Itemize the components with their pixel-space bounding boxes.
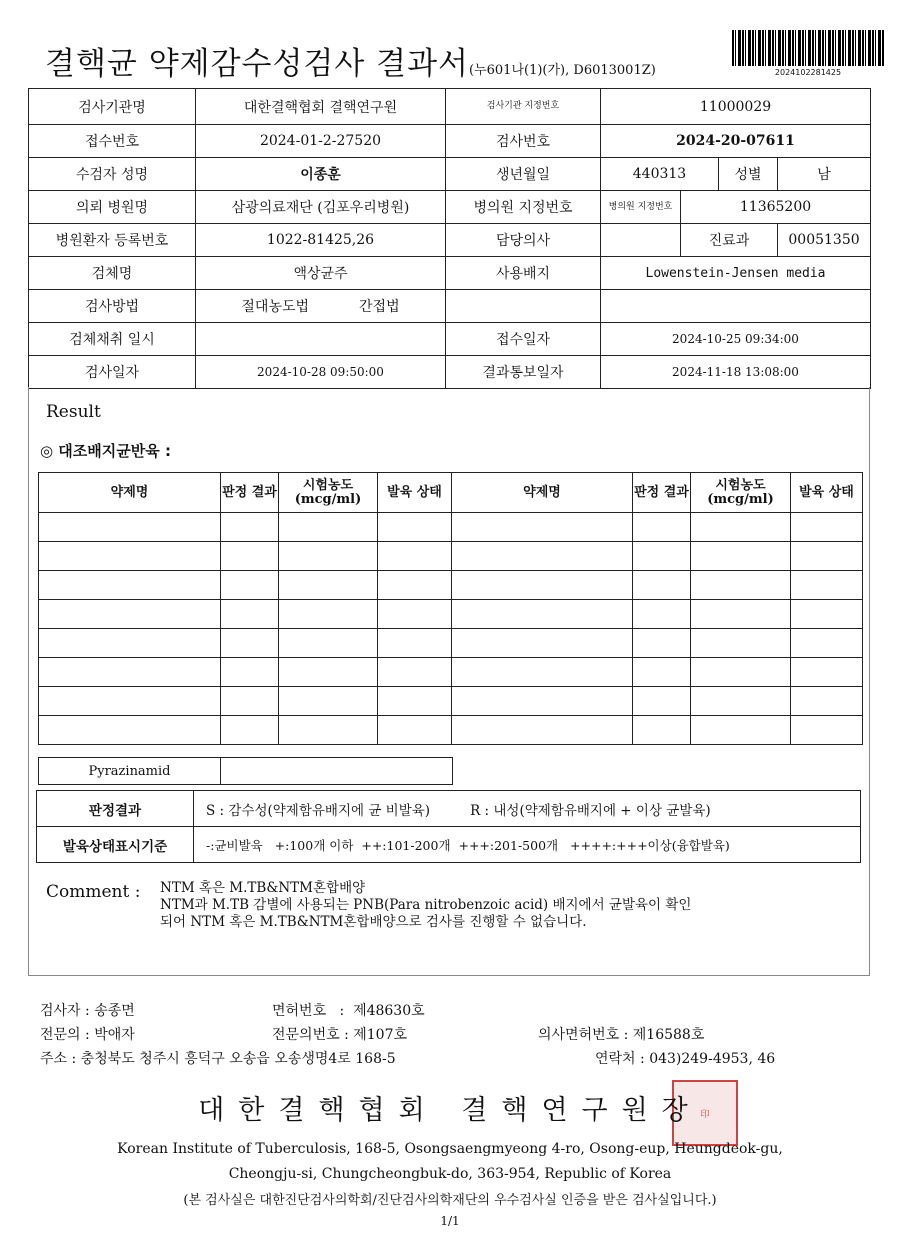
page-number: 1/1 [440, 1214, 460, 1228]
table-cell [791, 542, 863, 571]
label: 진료과 [681, 224, 778, 257]
column-header: 판정 결과 [633, 473, 691, 513]
table-cell [378, 542, 452, 571]
label: 검체채취 일시 [29, 323, 196, 356]
label: 성별 [719, 158, 778, 191]
value: 2024-10-28 09:50:00 [196, 356, 446, 389]
table-cell [633, 600, 691, 629]
label: 검사일자 [29, 356, 196, 389]
label: 사용배지 [446, 257, 601, 290]
value: 00051350 [778, 224, 871, 257]
table-cell [378, 600, 452, 629]
value: 2024-10-25 09:34:00 [601, 323, 871, 356]
table-cell [691, 658, 791, 687]
table-cell [691, 716, 791, 745]
table-cell [633, 542, 691, 571]
table-cell [452, 513, 633, 542]
table-cell [279, 542, 378, 571]
table-cell [691, 600, 791, 629]
barcode [732, 30, 884, 66]
method-1: 절대농도법 [241, 299, 310, 315]
table-cell [633, 658, 691, 687]
license-no: 면허번호 : 제48630호 [272, 1003, 425, 1019]
table-cell [279, 571, 378, 600]
empty [446, 290, 601, 323]
column-header: 판정 결과 [221, 473, 279, 513]
label: 검체명 [29, 257, 196, 290]
table-cell [791, 571, 863, 600]
english-address-2: Cheongju-si, Chungcheongbuk-do, 363-954, Republic of Korea [228, 1166, 672, 1182]
specialist: 전문의 : 박애자 [40, 1027, 135, 1043]
table-cell [452, 687, 633, 716]
table-row [39, 658, 863, 687]
s-def: S : 감수성(약제함유배지에 균 비발육) [206, 802, 431, 819]
value: 11365200 [681, 191, 871, 224]
column-header: 약제명 [452, 473, 633, 513]
comment-text [160, 880, 691, 931]
comment-line: 되어 NTM 혹은 M.TB&NTM혼합배양으로 검사를 진행할 수 없습니다. [160, 914, 587, 930]
control-growth-label: ◎ 대조배지균반육 : [40, 442, 171, 460]
table-cell [452, 716, 633, 745]
value: 대한결핵협회 결핵연구원 [196, 89, 446, 125]
label: 생년월일 [446, 158, 601, 191]
table-cell [633, 571, 691, 600]
table-row [39, 571, 863, 600]
table-cell [39, 571, 221, 600]
table-cell [791, 629, 863, 658]
table-cell [39, 716, 221, 745]
table-cell [452, 629, 633, 658]
drug-table [38, 472, 863, 745]
table-cell [691, 629, 791, 658]
table-cell [691, 542, 791, 571]
label: 검사기관명 [29, 89, 196, 125]
table-cell [633, 716, 691, 745]
label: 접수일자 [446, 323, 601, 356]
table-cell [221, 571, 279, 600]
specialist-no: 전문의번호 : 제107호 [272, 1027, 408, 1043]
table-cell [279, 513, 378, 542]
table-cell [378, 629, 452, 658]
table-cell [452, 658, 633, 687]
english-address-1: Korean Institute of Tuberculosis, 168-5, Osongsaengmyeong 4-ro, Osong-eup, Heungdeok-gu, [117, 1141, 783, 1157]
label: 수검자 성명 [29, 158, 196, 191]
table-cell [279, 600, 378, 629]
table-cell [791, 716, 863, 745]
value: 2024-01-2-27520 [196, 125, 446, 158]
official-seal: 印 [672, 1080, 738, 1146]
value [194, 791, 861, 827]
page-title [45, 38, 656, 83]
value [196, 323, 446, 356]
table-cell [221, 716, 279, 745]
table-cell [279, 658, 378, 687]
r-def: R : 내성(약제함유배지에 + 이상 균발육) [470, 802, 711, 819]
label: 결과통보일자 [446, 356, 601, 389]
comment-line: NTM과 M.TB 감별에 사용되는 PNB(Para nitrobenzoic acid) 배지에서 균발육이 확인 [160, 897, 692, 913]
table-cell [633, 513, 691, 542]
form-code: (누601나(1)(가), D6013001Z) [469, 63, 656, 78]
table-cell [221, 687, 279, 716]
label: 판정결과 [37, 791, 194, 827]
table-cell [791, 658, 863, 687]
label: 병의원 지정번호 [601, 191, 681, 224]
barcode-number: 2024102281425 [774, 68, 842, 77]
table-cell [378, 716, 452, 745]
organization-name: 대한결핵협회 결핵연구원장 [198, 1095, 702, 1126]
table-row [39, 716, 863, 745]
value: 액상균주 [196, 257, 446, 290]
column-header: 시험농도 (mcg/ml) [691, 473, 791, 513]
table-cell [691, 571, 791, 600]
value: 삼광의료재단 (김포우리병원) [196, 191, 446, 224]
label: 의뢰 병원명 [29, 191, 196, 224]
table-cell [221, 542, 279, 571]
patient-name: 이종훈 [196, 158, 446, 191]
pyrazinamide-row [38, 757, 453, 785]
value: 11000029 [601, 89, 871, 125]
certification-note: (본 검사실은 대한진단검사의학회/진단검사의학재단의 우수검사실 인증을 받은 검사실입니다.) [183, 1193, 717, 1208]
table-row [39, 513, 863, 542]
table-cell [279, 716, 378, 745]
address: 주소 : 충청북도 청주시 흥덕구 오송읍 오송생명4로 168-5 [40, 1051, 396, 1067]
table-cell [279, 629, 378, 658]
table-cell [452, 571, 633, 600]
column-header: 발육 상태 [378, 473, 452, 513]
table-cell [633, 629, 691, 658]
table-cell [633, 687, 691, 716]
table-cell [378, 513, 452, 542]
label: 접수번호 [29, 125, 196, 158]
table-cell [221, 629, 279, 658]
table-cell [452, 542, 633, 571]
table-cell [452, 600, 633, 629]
label: 검사방법 [29, 290, 196, 323]
examiner: 검사자 : 송종면 [40, 1003, 135, 1019]
method-2: 간접법 [359, 299, 400, 315]
value: 2024-11-18 13:08:00 [601, 356, 871, 389]
result-label: Result [46, 402, 101, 422]
table-row [39, 687, 863, 716]
drug-name: Pyrazinamid [39, 758, 221, 785]
drug-result [221, 758, 453, 785]
column-header: 발육 상태 [791, 473, 863, 513]
table-cell [791, 687, 863, 716]
title-text: 결핵균 약제감수성검사 결과서 [45, 46, 470, 82]
value: 440313 [601, 158, 719, 191]
label: 병의원 지정번호 [446, 191, 601, 224]
label: 발육상태표시기준 [37, 827, 194, 863]
value: Lowenstein-Jensen media [601, 257, 871, 290]
table-cell [791, 513, 863, 542]
value: -:균비발육 +:100개 이하 ++:101-200개 +++:201-500개 ++++:+++이상(융합발육) [194, 827, 861, 863]
table-cell [221, 658, 279, 687]
label: 담당의사 [446, 224, 601, 257]
table-cell [39, 542, 221, 571]
value: 남 [778, 158, 871, 191]
table-cell [791, 600, 863, 629]
contact: 연락처 : 043)249-4953, 46 [595, 1051, 776, 1067]
table-cell [39, 600, 221, 629]
table-cell [279, 687, 378, 716]
table-cell [221, 513, 279, 542]
value [196, 290, 446, 323]
table-cell [378, 571, 452, 600]
comment-label: Comment : [46, 882, 141, 902]
criteria-table [36, 790, 861, 863]
doctor-license: 의사면허번호 : 제16588호 [538, 1027, 705, 1043]
table-cell [39, 658, 221, 687]
table-cell [221, 600, 279, 629]
value [601, 224, 681, 257]
table-cell [691, 513, 791, 542]
table-cell [378, 658, 452, 687]
table-row [39, 629, 863, 658]
value: 2024-20-07611 [601, 125, 871, 158]
column-header: 약제명 [39, 473, 221, 513]
table-cell [39, 687, 221, 716]
table-cell [378, 687, 452, 716]
label: 검사기관 지정번호 [446, 89, 601, 125]
table-row [39, 542, 863, 571]
value: 1022-81425,26 [196, 224, 446, 257]
column-header: 시험농도 (mcg/ml) [279, 473, 378, 513]
info-table [28, 88, 871, 389]
label: 검사번호 [446, 125, 601, 158]
table-row [39, 600, 863, 629]
table-cell [691, 687, 791, 716]
empty [601, 290, 871, 323]
table-cell [39, 629, 221, 658]
comment-line: NTM 혹은 M.TB&NTM혼합배양 [160, 880, 366, 896]
label: 병원환자 등록번호 [29, 224, 196, 257]
table-cell [39, 513, 221, 542]
